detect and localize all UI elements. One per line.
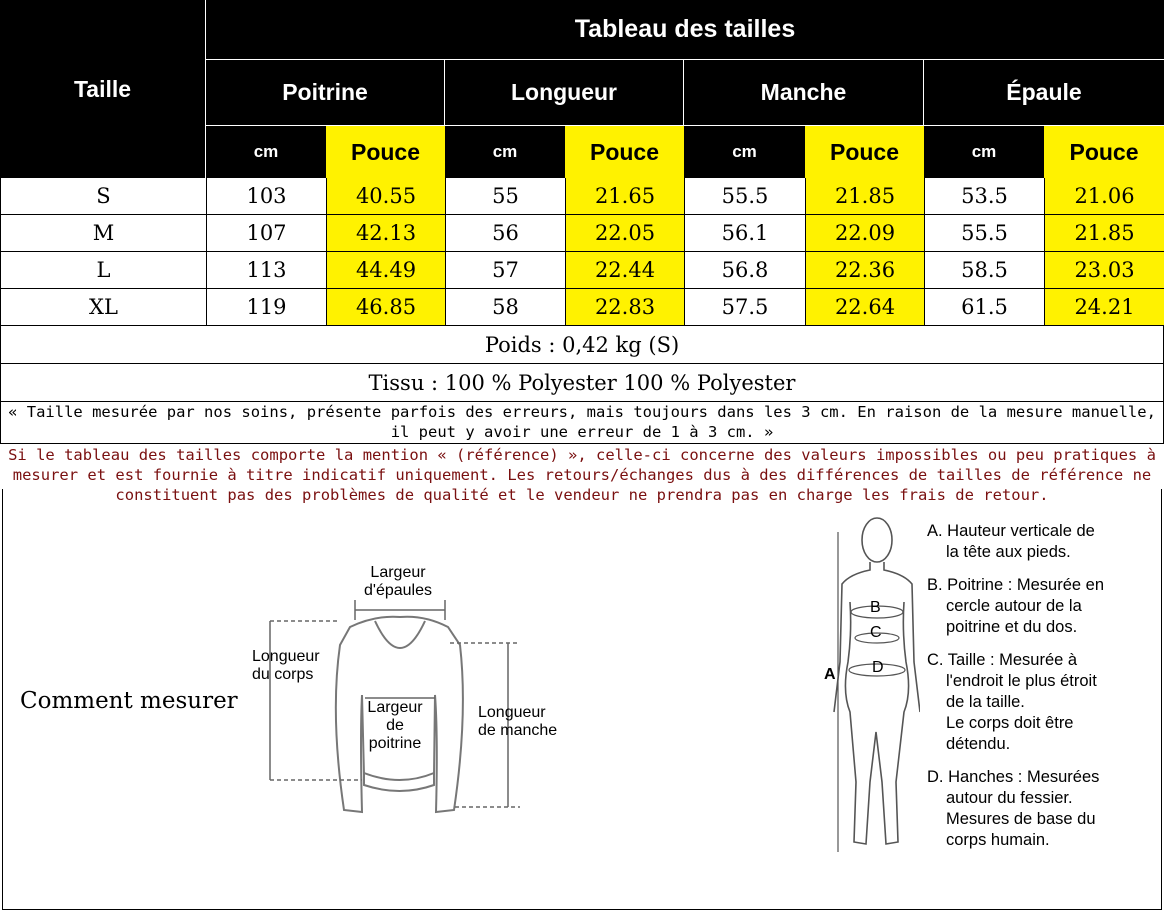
value-cell: 21.65: [566, 178, 685, 215]
value-cell: 42.13: [327, 215, 446, 252]
size-header: Taille: [0, 0, 206, 178]
body-letter-d: D: [872, 659, 884, 676]
size-label: S: [1, 178, 207, 215]
value-cell: 58: [446, 289, 566, 326]
value-cell: 22.83: [566, 289, 685, 326]
table-row: [1, 215, 1164, 252]
unit-inch: Pouce: [326, 126, 445, 178]
value-cell: 57: [446, 252, 566, 289]
value-cell: 61.5: [925, 289, 1045, 326]
value-cell: 22.44: [566, 252, 685, 289]
body-figure: [820, 512, 920, 862]
measurement-legend: [927, 521, 1157, 851]
unit-cm: cm: [684, 126, 805, 178]
table-row: [1, 252, 1164, 289]
table-row: [1, 289, 1164, 326]
value-cell: 21.06: [1045, 178, 1164, 215]
body-letter-b: B: [870, 599, 881, 616]
size-table-body: [0, 178, 1164, 326]
value-cell: 44.49: [327, 252, 446, 289]
unit-cm: cm: [206, 126, 326, 178]
unit-inch: Pouce: [565, 126, 684, 178]
value-cell: 55.5: [925, 215, 1045, 252]
value-cell: 57.5: [685, 289, 806, 326]
value-cell: 107: [207, 215, 327, 252]
value-cell: 22.05: [566, 215, 685, 252]
body-letter-a: A: [824, 666, 836, 683]
value-cell: 119: [207, 289, 327, 326]
size-label: M: [1, 215, 207, 252]
shoulder-width-label: Largeur d'épaules: [364, 564, 432, 599]
how-to-measure-title: Comment mesurer: [20, 688, 238, 714]
value-cell: 55: [446, 178, 566, 215]
value-cell: 53.5: [925, 178, 1045, 215]
body-length-label: Longueur du corps: [252, 648, 320, 683]
value-cell: 56.8: [685, 252, 806, 289]
sleeve-length-label: Longueur de manche: [478, 704, 558, 739]
size-label: XL: [1, 289, 207, 326]
body-letter-c: C: [870, 624, 882, 641]
measure-header-longueur: Longueur: [445, 60, 684, 126]
value-cell: 21.85: [1045, 215, 1164, 252]
value-cell: 56.1: [685, 215, 806, 252]
unit-inch: Pouce: [1044, 126, 1164, 178]
reference-note: Si le tableau des tailles comporte la mention « (référence) », celle-ci concerne des valeurs impossibles ou peu pratiques à mesurer et est fournie à titre indicatif uniquement. Les retours/échanges dus à des différences de tailles de référence ne constituent pas des problèmes de qualité et le vendeur ne prendra pas en charge les frais de retour.: [8, 446, 1156, 504]
legend-item-c: C. Taille : Mesurée à l'endroit le plus étroit de la taille. Le corps doit être détendu.: [927, 651, 1097, 753]
value-cell: 24.21: [1045, 289, 1164, 326]
value-cell: 46.85: [327, 289, 446, 326]
value-cell: 56: [446, 215, 566, 252]
value-cell: 22.64: [806, 289, 925, 326]
size-label: L: [1, 252, 207, 289]
chest-width-label: Largeur de poitrine: [367, 699, 423, 752]
measurement-note: « Taille mesurée par nos soins, présente parfois des erreurs, mais toujours dans les 3 cm. En raison de la mesure manuelle, il peut y avoir une erreur de 1 à 3 cm. »: [0, 402, 1164, 444]
value-cell: 40.55: [327, 178, 446, 215]
legend-item-a: A. Hauteur verticale de la tête aux pieds.: [927, 522, 1095, 561]
value-cell: 103: [207, 178, 327, 215]
value-cell: 55.5: [685, 178, 806, 215]
value-cell: 22.36: [806, 252, 925, 289]
unit-cm: cm: [445, 126, 565, 178]
value-cell: 58.5: [925, 252, 1045, 289]
measure-header-manche: Manche: [684, 60, 924, 126]
value-cell: 113: [207, 252, 327, 289]
measure-header-poitrine: Poitrine: [206, 60, 445, 126]
unit-inch: Pouce: [805, 126, 924, 178]
measure-header-epaule: Épaule: [924, 60, 1164, 126]
chart-title: Tableau des tailles: [206, 0, 1164, 60]
unit-cm: cm: [924, 126, 1044, 178]
value-cell: 22.09: [806, 215, 925, 252]
legend-item-d: D. Hanches : Mesurées autour du fessier. Mesures de base du corps humain.: [927, 768, 1100, 849]
weight-row: Poids : 0,42 kg (S): [0, 326, 1164, 364]
value-cell: 21.85: [806, 178, 925, 215]
value-cell: 23.03: [1045, 252, 1164, 289]
table-row: [1, 178, 1164, 215]
legend-item-b: B. Poitrine : Mesurée en cercle autour de la poitrine et du dos.: [927, 576, 1105, 636]
fabric-row: Tissu : 100 % Polyester 100 % Polyester: [0, 364, 1164, 402]
